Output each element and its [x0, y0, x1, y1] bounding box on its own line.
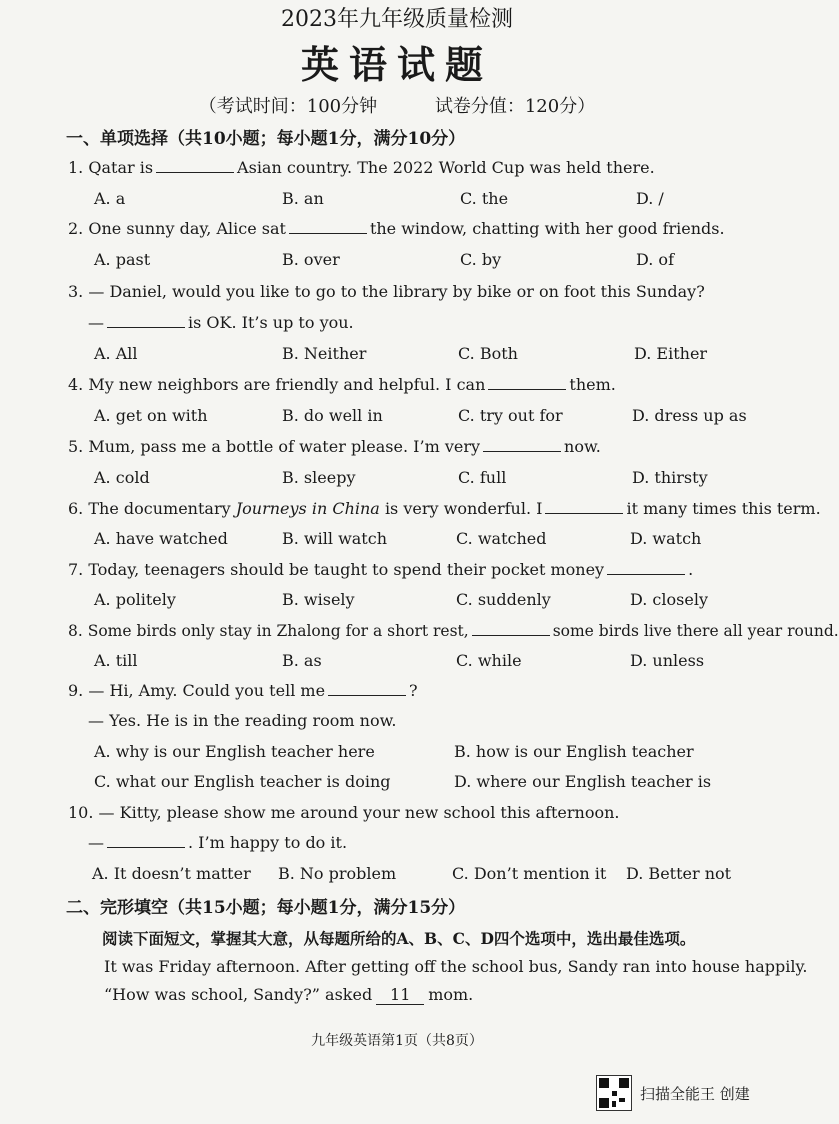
option-a: A. till: [94, 651, 138, 670]
exam-score: 试卷分值：120分）: [434, 96, 596, 117]
question-6: 6. The documentary Journeys in China is very wonderful. I it many times this term.: [68, 499, 821, 518]
question-2: 2. One sunny day, Alice sat the window, chatting with her good friends.: [68, 219, 725, 238]
question-3-reply: — is OK. It’s up to you.: [88, 313, 354, 332]
option-a: A. All: [94, 344, 138, 363]
option-d: D. watch: [630, 529, 702, 548]
option-c: C. what our English teacher is doing: [94, 772, 391, 791]
option-a: A. a: [94, 189, 126, 208]
exam-subtitle: 2023年九年级质量检测: [281, 7, 513, 32]
option-a: A. cold: [94, 468, 150, 487]
page-footer: 九年级英语第1页（共8页）: [311, 1033, 483, 1049]
question-4: 4. My new neighbors are friendly and helpful. I can them.: [68, 375, 616, 394]
exam-time: （考试时间：100分钟: [198, 96, 378, 117]
option-d: D. /: [636, 189, 664, 208]
option-c: C. Both: [458, 344, 518, 363]
passage-line-1: It was Friday afternoon. After getting off the school bus, Sandy ran into house happily.: [104, 957, 808, 976]
option-b: B. sleepy: [282, 468, 356, 487]
option-b: B. do well in: [282, 406, 383, 425]
option-a: A. get on with: [94, 406, 208, 425]
option-d: D. unless: [630, 651, 705, 670]
option-c: C. watched: [456, 529, 547, 548]
option-b: B. how is our English teacher: [454, 742, 694, 761]
option-d: D. dress up as: [632, 406, 747, 425]
option-a: A. It doesn’t matter: [92, 864, 251, 883]
exam-info: [0, 92, 794, 118]
question-10-reply: — . I’m happy to do it.: [88, 833, 348, 852]
option-d: D. where our English teacher is: [454, 772, 712, 791]
question-8: 8. Some birds only stay in Zhalong for a short rest, some birds live there all year round.: [68, 622, 839, 640]
qr-code-icon: [596, 1075, 632, 1111]
question-9-reply: — Yes. He is in the reading room now.: [88, 711, 397, 730]
section-1-title: 一、单项选择（共10小题；每小题1分，满分10分）: [66, 129, 466, 149]
option-b: B. No problem: [278, 864, 397, 883]
question-9: 9. — Hi, Amy. Could you tell me ?: [68, 681, 418, 700]
option-b: B. wisely: [282, 590, 355, 609]
section-2-title: 二、完形填空（共15小题；每小题1分，满分15分）: [66, 898, 466, 918]
exam-title: 英语试题: [300, 42, 493, 87]
option-c: C. try out for: [458, 406, 563, 425]
option-c: C. while: [456, 651, 522, 670]
section-2-instruction: 阅读下面短文，掌握其大意，从每题所给的A、B、C、D四个选项中，选出最佳选项。: [102, 929, 696, 948]
option-d: D. of: [636, 250, 674, 269]
option-c: C. Don’t mention it: [452, 864, 607, 883]
option-d: D. Better not: [626, 864, 732, 883]
option-b: B. will watch: [282, 529, 387, 548]
option-a: A. have watched: [94, 529, 228, 548]
passage-line-2: “How was school, Sandy?” asked 11 mom.: [104, 985, 474, 1004]
option-a: A. politely: [94, 590, 176, 609]
option-a: A. why is our English teacher here: [94, 742, 375, 761]
option-b: B. Neither: [282, 344, 367, 363]
option-b: B. an: [282, 189, 324, 208]
option-b: B. over: [282, 250, 340, 269]
option-d: D. Either: [634, 344, 708, 363]
question-3: 3. — Daniel, would you like to go to the library by bike or on foot this Sunday?: [68, 282, 705, 301]
option-d: D. thirsty: [632, 468, 708, 487]
option-c: C. suddenly: [456, 590, 551, 609]
option-d: D. closely: [630, 590, 708, 609]
question-1: 1. Qatar is Asian country. The 2022 World Cup was held there.: [68, 158, 655, 177]
blank-number: 11: [376, 985, 424, 1005]
question-7: 7. Today, teenagers should be taught to spend their pocket money .: [68, 560, 694, 579]
watermark-text: 扫描全能王 创建: [640, 1084, 750, 1103]
option-c: C. full: [458, 468, 507, 487]
option-c: C. by: [460, 250, 502, 269]
option-a: A. past: [94, 250, 151, 269]
option-c: C. the: [460, 189, 509, 208]
option-b: B. as: [282, 651, 322, 670]
question-5: 5. Mum, pass me a bottle of water please. I’m very now.: [68, 437, 601, 456]
question-10: 10. — Kitty, please show me around your new school this afternoon.: [68, 803, 620, 822]
scanner-watermark: [596, 1075, 750, 1111]
